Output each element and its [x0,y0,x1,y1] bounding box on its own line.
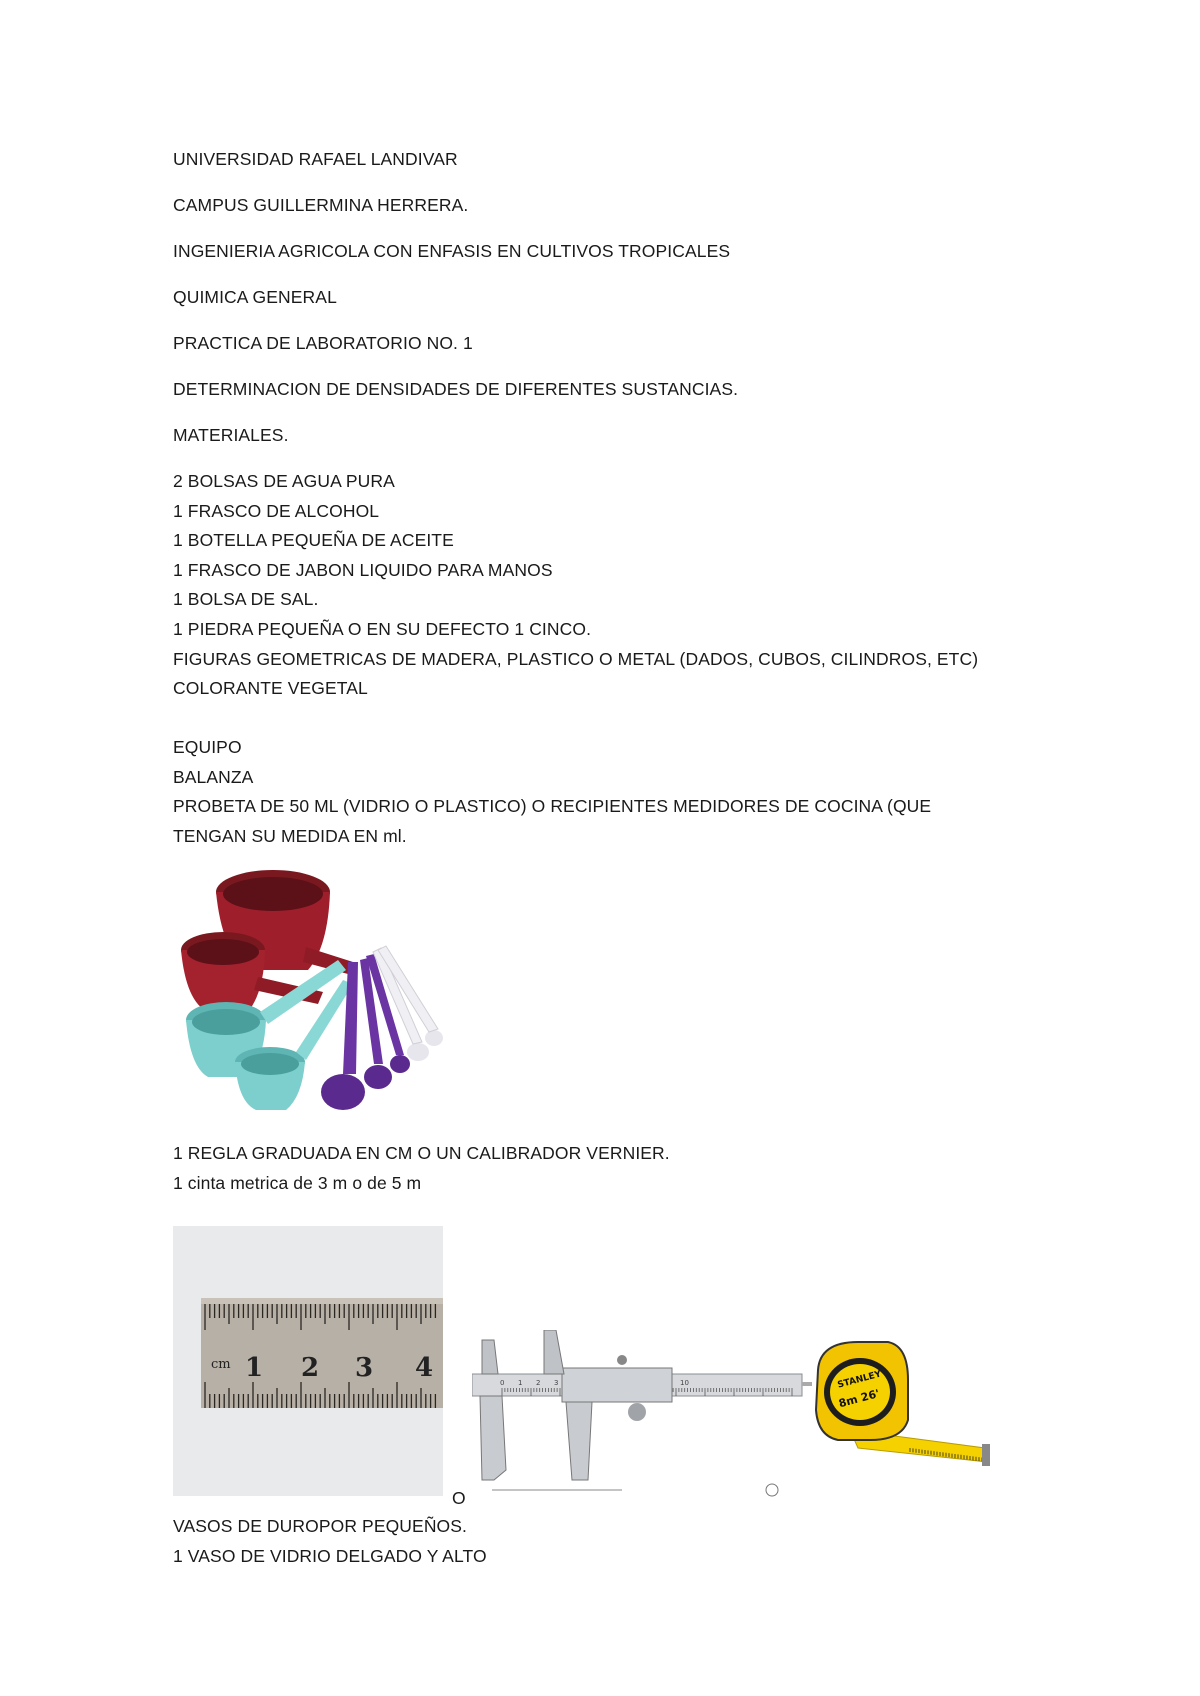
ruler-drawing [173,1226,443,1496]
materials-heading: MATERIALES. [173,425,289,445]
material-item: FIGURAS GEOMETRICAS DE MADERA, PLASTICO O METAL (DADOS, CUBOS, CILINDROS, ETC) [173,649,979,669]
caliper-scale-number: 10 [680,1379,689,1387]
campus-name: CAMPUS GUILLERMINA HERRERA. [173,195,469,215]
lab-practice-number: PRACTICA DE LABORATORIO NO. 1 [173,333,473,353]
material-item: 1 PIEDRA PEQUEÑA O EN SU DEFECTO 1 CINCO. [173,619,592,639]
caliper-scale-number: 1 [518,1379,523,1387]
caliper-scale-number: 2 [536,1379,541,1387]
ruler-number: 1 [245,1353,264,1383]
or-separator: O [452,1488,466,1508]
equipment-heading: EQUIPO [173,737,242,757]
caliper-scale-number: 3 [554,1379,559,1387]
caliper-scale-number: 0 [500,1379,505,1387]
ruler-unit-label: cm [211,1357,231,1372]
equipment-item: PROBETA DE 50 ML (VIDRIO O PLASTICO) O RECIPIENTES MEDIDORES DE COCINA (QUE [173,796,932,816]
material-item: 1 BOTELLA PEQUEÑA DE ACEITE [173,530,454,550]
ruler-number: 3 [355,1353,374,1383]
vernier-caliper-image [472,1330,812,1500]
ruler-image [173,1226,443,1496]
equipment-item: 1 REGLA GRADUADA EN CM O UN CALIBRADOR VERNIER. [173,1143,670,1163]
degree-program: INGENIERIA AGRICOLA CON ENFASIS EN CULTIVOS TROPICALES [173,241,731,261]
course-name: QUIMICA GENERAL [173,287,337,307]
tape-measure-image [810,1340,995,1470]
measuring-cups-image [178,852,458,1122]
material-item: 1 FRASCO DE JABON LIQUIDO PARA MANOS [173,560,553,580]
tape-brand-label: STANLEY [836,1369,883,1391]
tape-size-label: 8m 26' [837,1386,881,1411]
ruler-number: 4 [415,1353,434,1383]
material-item: 1 BOLSA DE SAL. [173,589,319,609]
equipment-item: VASOS DE DUROPOR PEQUEÑOS. [173,1516,467,1536]
material-item: 2 BOLSAS DE AGUA PURA [173,471,395,491]
material-item: COLORANTE VEGETAL [173,678,368,698]
ruler-number: 2 [301,1353,320,1383]
equipment-item: TENGAN SU MEDIDA EN ml. [173,826,407,846]
lab-title: DETERMINACION DE DENSIDADES DE DIFERENTES SUSTANCIAS. [173,379,739,399]
university-name: UNIVERSIDAD RAFAEL LANDIVAR [173,149,458,169]
equipment-item: 1 VASO DE VIDRIO DELGADO Y ALTO [173,1546,487,1566]
material-item: 1 FRASCO DE ALCOHOL [173,501,380,521]
equipment-item: BALANZA [173,767,254,787]
equipment-item: 1 cinta metrica de 3 m o de 5 m [173,1173,422,1193]
